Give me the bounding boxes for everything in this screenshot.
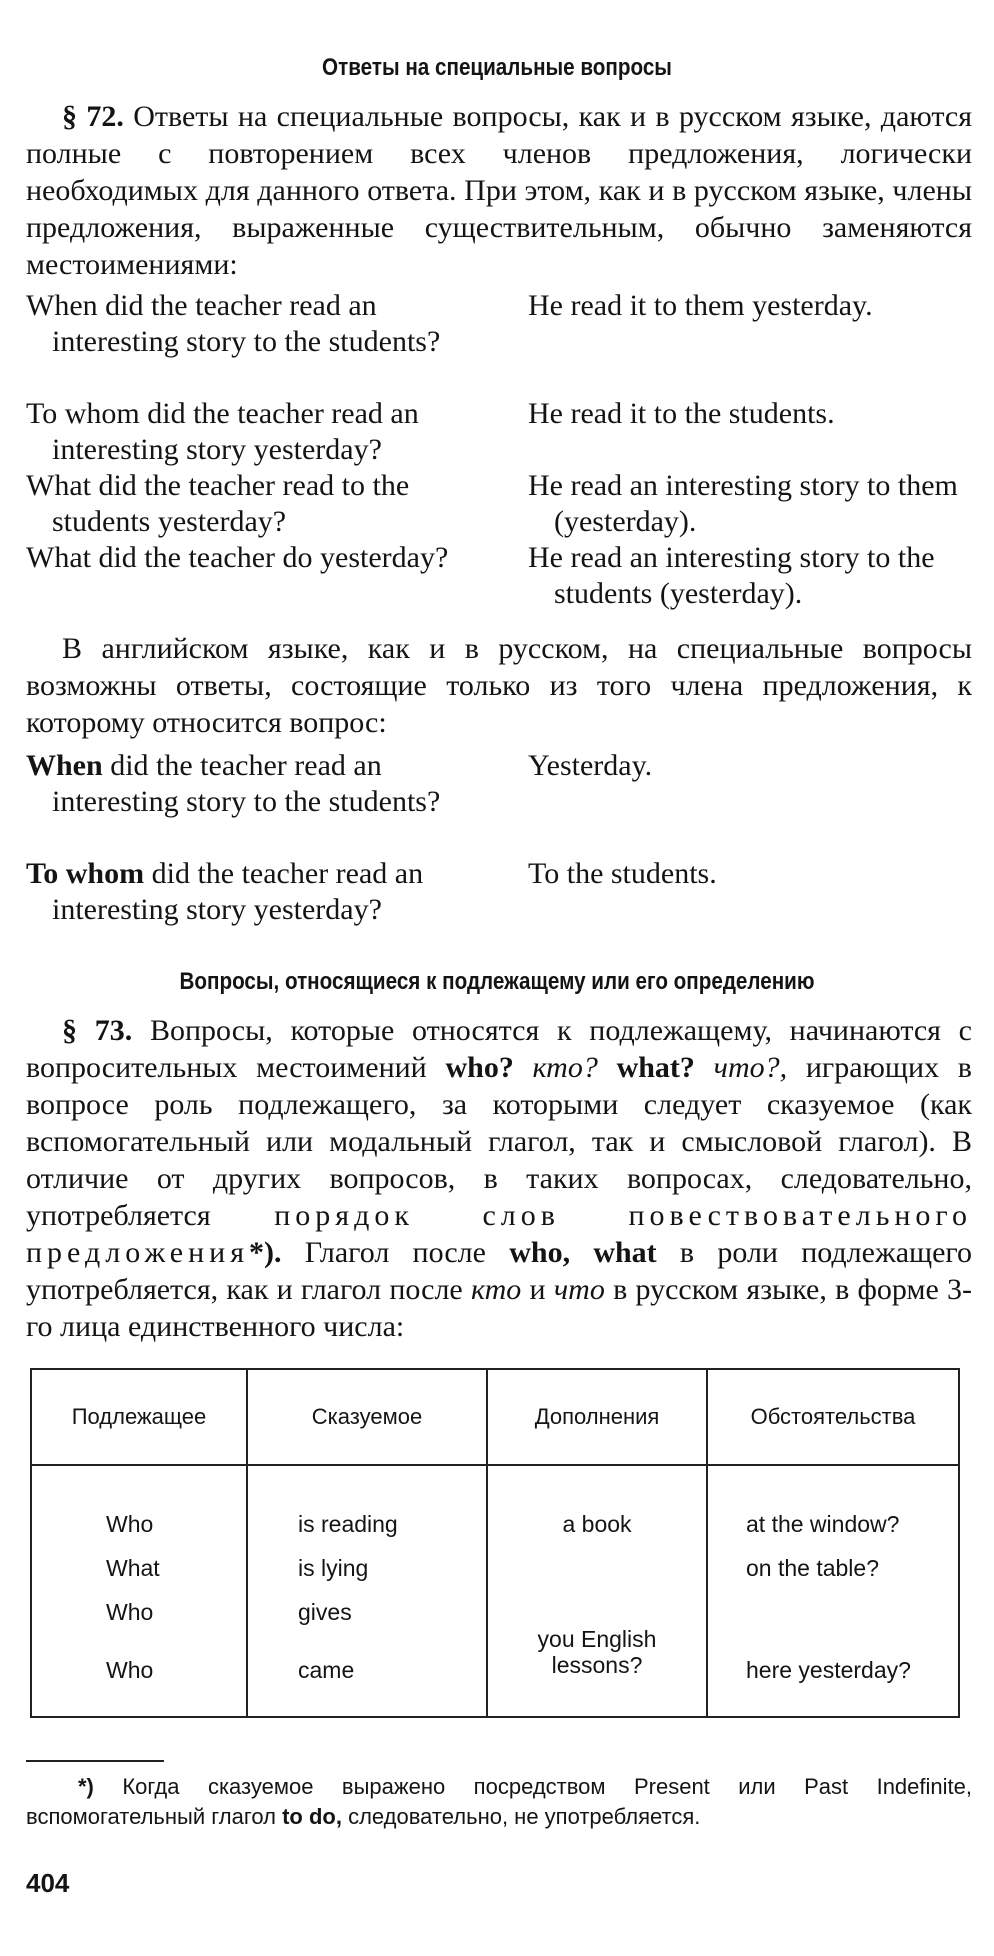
footnote-mark: *). xyxy=(249,1236,282,1269)
word-kto-2: кто xyxy=(471,1273,522,1306)
paragraph-73-text-3: Глагол после xyxy=(281,1236,510,1269)
subject-cell: Who xyxy=(106,1599,154,1625)
question-3: What did the teacher read to the students yesterday? xyxy=(26,469,410,538)
section-heading-subject-questions: Вопросы, относящиеся к подлежащему или его определению xyxy=(179,968,815,995)
question-2: To whom did the teacher read an interesting story yesterday? xyxy=(26,397,419,466)
paragraph-73 xyxy=(26,1012,972,1345)
subject-cell: Who xyxy=(106,1657,154,1683)
paragraph-short-answers xyxy=(26,630,972,741)
section-heading-answers: Ответы на специальные вопросы xyxy=(322,54,672,81)
object-cell: a book xyxy=(562,1511,632,1537)
footnote-text-2: следовательно, не употребляется. xyxy=(341,1804,701,1829)
question-4: What did the teacher do yesterday? xyxy=(26,541,449,574)
predicate-column xyxy=(247,1465,487,1717)
header-subject: Подлежащее xyxy=(31,1369,247,1465)
object-cell-line: lessons? xyxy=(551,1652,643,1678)
adverbial-cell: at the window? xyxy=(746,1511,900,1537)
predicate-cell: gives xyxy=(298,1599,352,1625)
predicate-cell: is lying xyxy=(298,1555,369,1581)
footnote xyxy=(26,1772,972,1832)
short-question-1-rest: did the teacher read an interesting story to the students? xyxy=(52,749,441,818)
predicate-cell: came xyxy=(298,1657,355,1683)
header-object: Дополнения xyxy=(487,1369,707,1465)
predicate-cell: is reading xyxy=(298,1511,398,1537)
paragraph-short-answers-text: В английском языке, как и в русском, на специальные вопросы возможны ответы, состоящие только из того члена предложения, к которому относится вопрос: xyxy=(26,632,972,739)
object-cell xyxy=(489,1626,705,1678)
object-column xyxy=(487,1465,707,1717)
paragraph-72 xyxy=(26,98,972,283)
subject-column xyxy=(31,1465,247,1717)
word-and: и xyxy=(521,1273,554,1306)
section-number-72: § 72. xyxy=(62,100,124,133)
question-1: When did the teacher read an interesting story to the students? xyxy=(26,289,441,358)
adverbial-column xyxy=(707,1465,959,1717)
answer-1: He read it to them yesterday. xyxy=(528,289,873,322)
short-question-2-rest: did the teacher read an interesting story yesterday? xyxy=(52,857,424,926)
word-chto: что?, xyxy=(694,1051,788,1084)
word-chto-2: что xyxy=(553,1273,605,1306)
word-what: what? xyxy=(616,1051,695,1084)
word-who-what: who, what xyxy=(509,1236,657,1269)
answer-4: He read an interesting story to the students (yesterday). xyxy=(528,541,935,610)
object-cell-line: you English xyxy=(537,1626,657,1652)
word-kto: кто? xyxy=(513,1051,617,1084)
paragraph-73-text-1: Вопросы, которые относятся к подлежащему, начинаются с вопросительных местоимений xyxy=(26,1014,973,1084)
answer-3: He read an interesting story to them (yesterday). xyxy=(528,469,958,538)
short-question-2 xyxy=(26,856,466,928)
paragraph-73-text-4: в роли подлежащего употребляется, как и глагол после xyxy=(26,1236,972,1306)
header-adverbial: Обстоятельства xyxy=(707,1369,959,1465)
short-answer-2: To the students. xyxy=(528,857,717,890)
adverbial-cell: on the table? xyxy=(746,1555,880,1581)
short-question-1 xyxy=(26,748,466,820)
footnote-text-1: Когда сказуемое выражено посредством Present или Past Indefinite, вспомогательный глагол xyxy=(26,1774,972,1829)
footnote-divider xyxy=(26,1760,164,1762)
header-predicate: Сказуемое xyxy=(247,1369,487,1465)
page-number: 404 xyxy=(26,1868,70,1898)
section-number-73: § 73. xyxy=(62,1014,133,1047)
adverbial-cell: here yesterday? xyxy=(746,1657,911,1683)
subject-cell: Who xyxy=(106,1511,154,1537)
paragraph-73-text-5: в русском языке, в форме 3-го лица единственного числа: xyxy=(26,1273,972,1343)
short-question-1-word: When xyxy=(26,749,103,782)
spaced-phrase: порядок слов повествовательного предложения xyxy=(26,1199,972,1269)
table-row xyxy=(31,1465,959,1717)
table-header-row xyxy=(31,1369,959,1465)
paragraph-73-text-2: играющих в вопросе роль подлежащего, за которыми следует сказуемое (как вспомогательный или модальный глагол, так и смысловой глагол). В отличие от других вопросов, в таких вопросах, следовательно, употребляется xyxy=(26,1051,972,1232)
sentence-structure-table xyxy=(30,1368,960,1718)
footnote-to-do: to do, xyxy=(282,1804,342,1829)
word-who: who? xyxy=(445,1051,514,1084)
paragraph-72-text: Ответы на специальные вопросы, как и в русском языке, даются полные с повторением всех членов предложения, логически необходимых для данного ответа. При этом, как и в русском языке, члены предложения, выраженные существительным, обычно заменяются местоимениями: xyxy=(26,100,972,281)
short-answer-1: Yesterday. xyxy=(528,749,653,782)
answer-2: He read it to the students. xyxy=(528,397,835,430)
subject-cell: What xyxy=(106,1555,160,1581)
short-question-2-word: To whom xyxy=(26,857,145,890)
footnote-marker: *) xyxy=(78,1774,94,1799)
